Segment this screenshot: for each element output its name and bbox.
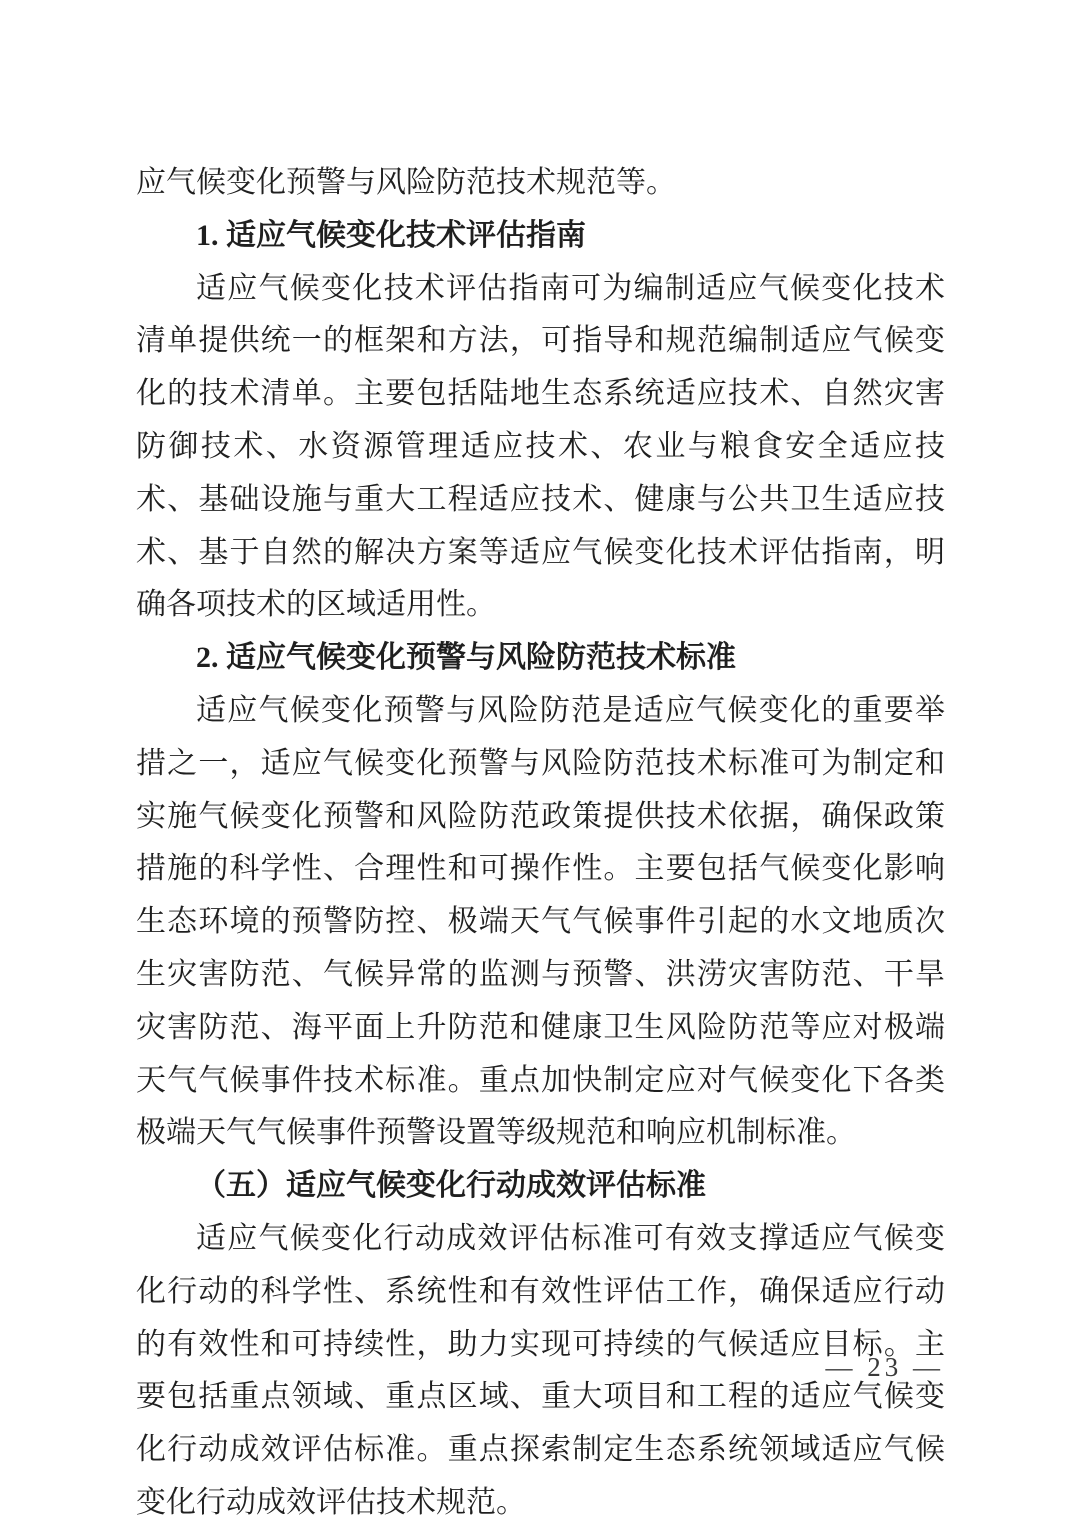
paragraph-section-2: 适应气候变化预警与风险防范是适应气候变化的重要举措之一，适应气候变化预警与风险防范技术标准可为制定和实施气候变化预警和风险防范政策提供技术依据，确保政策措施的科学性、合理性和可操作性。主要包括气候变化影响生态环境的预警防控、极端天气气候事件引起的水文地质次生灾害防范、气候异常的监测与预警、洪涝灾害防范、干旱灾害防范、海平面上升防范和健康卫生风险防范等应对极端天气气候事件技术标准。重点加快制定应对气候变化下各类极端天气气候事件预警设置等级规范和响应机制标准。 xyxy=(136,693,945,1150)
document-body xyxy=(136,157,945,1527)
paragraph-continuation: 应气候变化预警与风险防范技术规范等。 xyxy=(136,166,676,199)
section-heading-1: 1. 适应气候变化技术评估指南 xyxy=(196,218,586,252)
section-heading-2: 2. 适应气候变化预警与风险防范技术标准 xyxy=(196,641,736,675)
paragraph-section-1: 适应气候变化技术评估指南可为编制适应气候变化技术清单提供统一的框架和方法，可指导和规范编制适应气候变化的技术清单。主要包括陆地生态系统适应技术、自然灾害防御技术、水资源管理适应技术、农业与粮食安全适应技术、基础设施与重大工程适应技术、健康与公共卫生适应技术、基于自然的解决方案等适应气候变化技术评估指南，明确各项技术的区域适用性。 xyxy=(136,271,945,622)
section-heading-5: （五）适应气候变化行动成效评估标准 xyxy=(196,1169,706,1203)
paragraph-section-5: 适应气候变化行动成效评估标准可有效支撑适应气候变化行动的科学性、系统性和有效性评估工作，确保适应行动的有效性和可持续性，助力实现可持续的气候适应目标。主要包括重点领域、重点区域、重大项目和工程的适应气候变化行动成效评估标准。重点探索制定生态系统领域适应气候变化行动成效评估技术规范。 xyxy=(136,1221,945,1519)
page-number: — 23 — xyxy=(825,1352,944,1382)
